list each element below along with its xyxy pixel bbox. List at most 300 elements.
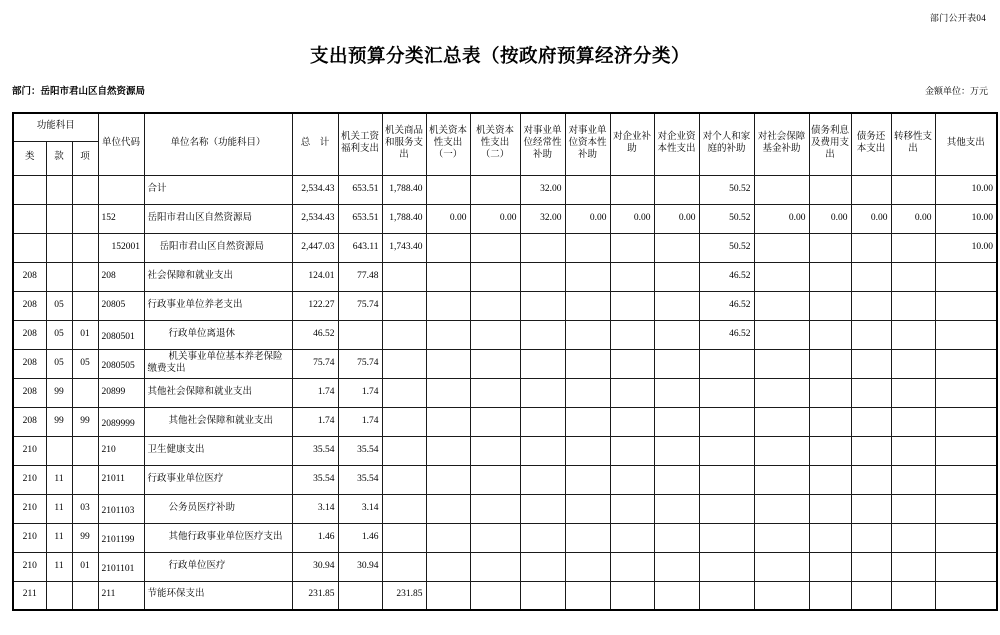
cell-value-14 <box>935 523 997 552</box>
cell-value-9 <box>699 407 754 436</box>
cell-value-5 <box>520 262 565 291</box>
cell-func-xiang <box>72 378 98 407</box>
cell-func-lei: 211 <box>13 581 46 610</box>
cell-value-10 <box>754 494 809 523</box>
cell-value-6 <box>565 291 610 320</box>
cell-value-10: 0.00 <box>754 204 809 233</box>
cell-value-8 <box>654 436 699 465</box>
cell-value-8 <box>654 581 699 610</box>
cell-value-8 <box>654 378 699 407</box>
cell-unit-name: 其他社会保障和就业支出 <box>144 407 292 436</box>
cell-value-12 <box>851 378 891 407</box>
cell-value-13 <box>891 523 935 552</box>
cell-value-11 <box>809 407 851 436</box>
cell-value-3 <box>426 581 470 610</box>
cell-value-2 <box>382 436 426 465</box>
header-func-group: 功能科目 <box>13 113 98 141</box>
cell-value-6 <box>565 175 610 204</box>
cell-value-0: 124.01 <box>292 262 338 291</box>
cell-value-1: 1.74 <box>338 378 382 407</box>
cell-value-6 <box>565 262 610 291</box>
cell-value-4 <box>470 552 520 581</box>
cell-value-5 <box>520 407 565 436</box>
cell-value-14 <box>935 494 997 523</box>
table-row <box>13 494 997 523</box>
cell-func-kuan: 11 <box>46 465 72 494</box>
cell-value-7 <box>610 552 654 581</box>
cell-func-kuan: 05 <box>46 291 72 320</box>
cell-value-12 <box>851 320 891 349</box>
cell-value-14 <box>935 436 997 465</box>
cell-func-xiang <box>72 175 98 204</box>
cell-value-6 <box>565 378 610 407</box>
cell-func-lei: 208 <box>13 378 46 407</box>
cell-value-7 <box>610 291 654 320</box>
cell-value-6: 0.00 <box>565 204 610 233</box>
cell-value-1: 75.74 <box>338 291 382 320</box>
header-value-col-8: 对企业资本性支出 <box>654 113 699 175</box>
cell-value-0: 75.74 <box>292 349 338 378</box>
cell-value-9: 50.52 <box>699 204 754 233</box>
table-row <box>13 204 997 233</box>
cell-value-2 <box>382 378 426 407</box>
cell-value-2 <box>382 320 426 349</box>
cell-value-7 <box>610 465 654 494</box>
cell-value-8 <box>654 349 699 378</box>
cell-value-2: 1,788.40 <box>382 175 426 204</box>
table-row <box>13 465 997 494</box>
header-value-col-7: 对企业补助 <box>610 113 654 175</box>
cell-value-10 <box>754 262 809 291</box>
cell-value-14 <box>935 349 997 378</box>
cell-func-xiang <box>72 204 98 233</box>
cell-value-1: 35.54 <box>338 436 382 465</box>
cell-value-12 <box>851 407 891 436</box>
cell-value-10 <box>754 175 809 204</box>
cell-value-7 <box>610 378 654 407</box>
cell-func-lei: 210 <box>13 436 46 465</box>
cell-value-14 <box>935 465 997 494</box>
cell-unit-name: 卫生健康支出 <box>144 436 292 465</box>
cell-value-14 <box>935 552 997 581</box>
cell-value-3 <box>426 378 470 407</box>
cell-value-13 <box>891 233 935 262</box>
header-value-col-11: 债务利息及费用支出 <box>809 113 851 175</box>
cell-value-6 <box>565 407 610 436</box>
cell-value-0: 30.94 <box>292 552 338 581</box>
cell-func-kuan <box>46 175 72 204</box>
cell-value-9 <box>699 465 754 494</box>
cell-value-5 <box>520 523 565 552</box>
cell-value-6 <box>565 494 610 523</box>
cell-value-0: 231.85 <box>292 581 338 610</box>
cell-func-xiang <box>72 436 98 465</box>
cell-func-lei: 208 <box>13 407 46 436</box>
cell-unit-code: 20805 <box>98 291 144 320</box>
cell-value-11 <box>809 320 851 349</box>
header-value-col-14: 其他支出 <box>935 113 997 175</box>
cell-value-2 <box>382 523 426 552</box>
cell-unit-code: 152 <box>98 204 144 233</box>
cell-unit-name: 节能环保支出 <box>144 581 292 610</box>
cell-value-2 <box>382 291 426 320</box>
cell-value-7 <box>610 436 654 465</box>
header-func-sub-1: 款 <box>46 141 72 175</box>
cell-value-9: 46.52 <box>699 320 754 349</box>
cell-value-7 <box>610 233 654 262</box>
header-value-col-4: 机关资本性支出（二） <box>470 113 520 175</box>
cell-value-7: 0.00 <box>610 204 654 233</box>
cell-value-9: 50.52 <box>699 175 754 204</box>
cell-value-10 <box>754 291 809 320</box>
cell-value-8 <box>654 523 699 552</box>
cell-value-6 <box>565 436 610 465</box>
cell-value-7 <box>610 581 654 610</box>
cell-unit-code: 2101199 <box>98 523 144 552</box>
cell-value-4 <box>470 175 520 204</box>
cell-value-0: 1.74 <box>292 407 338 436</box>
cell-value-14 <box>935 581 997 610</box>
cell-unit-name: 社会保障和就业支出 <box>144 262 292 291</box>
cell-value-3 <box>426 320 470 349</box>
cell-func-kuan: 99 <box>46 378 72 407</box>
cell-value-11: 0.00 <box>809 204 851 233</box>
cell-value-4 <box>470 349 520 378</box>
cell-value-12 <box>851 349 891 378</box>
cell-value-8 <box>654 233 699 262</box>
table-row <box>13 291 997 320</box>
cell-value-13 <box>891 407 935 436</box>
header-value-col-0: 总 计 <box>292 113 338 175</box>
cell-func-kuan: 11 <box>46 494 72 523</box>
cell-value-1: 30.94 <box>338 552 382 581</box>
cell-value-10 <box>754 407 809 436</box>
cell-value-5 <box>520 233 565 262</box>
cell-value-3 <box>426 436 470 465</box>
cell-value-14 <box>935 378 997 407</box>
cell-value-13 <box>891 378 935 407</box>
cell-value-3 <box>426 175 470 204</box>
cell-value-9 <box>699 552 754 581</box>
cell-value-12 <box>851 494 891 523</box>
cell-value-2 <box>382 465 426 494</box>
cell-func-kuan: 99 <box>46 407 72 436</box>
header-unit-name: 单位名称（功能科目） <box>144 113 292 175</box>
cell-value-11 <box>809 494 851 523</box>
cell-value-12: 0.00 <box>851 204 891 233</box>
cell-value-1: 1.46 <box>338 523 382 552</box>
cell-value-5 <box>520 494 565 523</box>
cell-value-1: 1.74 <box>338 407 382 436</box>
cell-value-4 <box>470 378 520 407</box>
cell-value-3 <box>426 262 470 291</box>
cell-func-xiang <box>72 581 98 610</box>
cell-value-9: 46.52 <box>699 291 754 320</box>
cell-value-11 <box>809 175 851 204</box>
cell-value-10 <box>754 465 809 494</box>
header-value-col-10: 对社会保障基金补助 <box>754 113 809 175</box>
header-row-1 <box>13 113 997 141</box>
cell-value-4 <box>470 581 520 610</box>
cell-value-11 <box>809 378 851 407</box>
cell-value-13 <box>891 262 935 291</box>
cell-unit-name: 其他社会保障和就业支出 <box>144 378 292 407</box>
cell-func-kuan <box>46 436 72 465</box>
cell-value-13 <box>891 581 935 610</box>
cell-unit-name: 合计 <box>144 175 292 204</box>
cell-value-10 <box>754 552 809 581</box>
header-value-col-9: 对个人和家庭的补助 <box>699 113 754 175</box>
cell-value-6 <box>565 349 610 378</box>
cell-unit-code <box>98 175 144 204</box>
cell-unit-name: 行政单位医疗 <box>144 552 292 581</box>
cell-value-5 <box>520 291 565 320</box>
header-unit-code: 单位代码 <box>98 113 144 175</box>
cell-value-14 <box>935 320 997 349</box>
cell-value-0: 122.27 <box>292 291 338 320</box>
cell-func-kuan <box>46 262 72 291</box>
cell-value-10 <box>754 378 809 407</box>
table-row <box>13 523 997 552</box>
cell-value-0: 35.54 <box>292 436 338 465</box>
cell-value-5 <box>520 465 565 494</box>
cell-value-5 <box>520 552 565 581</box>
cell-func-xiang <box>72 262 98 291</box>
cell-unit-name: 行政单位离退休 <box>144 320 292 349</box>
cell-value-13 <box>891 320 935 349</box>
cell-value-10 <box>754 320 809 349</box>
cell-func-lei: 210 <box>13 465 46 494</box>
cell-value-3 <box>426 291 470 320</box>
cell-value-11 <box>809 262 851 291</box>
table-row <box>13 349 997 378</box>
cell-value-13: 0.00 <box>891 204 935 233</box>
cell-value-12 <box>851 436 891 465</box>
cell-value-0: 46.52 <box>292 320 338 349</box>
cell-value-13 <box>891 291 935 320</box>
cell-unit-name: 其他行政事业单位医疗支出 <box>144 523 292 552</box>
cell-value-7 <box>610 262 654 291</box>
cell-value-6 <box>565 320 610 349</box>
header-value-col-12: 债务还本支出 <box>851 113 891 175</box>
cell-value-12 <box>851 262 891 291</box>
cell-value-10 <box>754 581 809 610</box>
cell-value-3 <box>426 349 470 378</box>
cell-unit-code: 2089999 <box>98 407 144 436</box>
cell-value-1 <box>338 581 382 610</box>
cell-func-xiang: 99 <box>72 407 98 436</box>
cell-func-lei: 208 <box>13 320 46 349</box>
cell-func-lei: 208 <box>13 291 46 320</box>
cell-value-0: 2,534.43 <box>292 204 338 233</box>
cell-value-5 <box>520 349 565 378</box>
cell-value-5: 32.00 <box>520 175 565 204</box>
table-row <box>13 436 997 465</box>
cell-func-lei: 208 <box>13 349 46 378</box>
cell-value-4 <box>470 291 520 320</box>
cell-value-13 <box>891 436 935 465</box>
cell-unit-code: 2080505 <box>98 349 144 378</box>
cell-value-6 <box>565 581 610 610</box>
cell-value-11 <box>809 581 851 610</box>
budget-table <box>12 112 998 611</box>
cell-value-14: 10.00 <box>935 175 997 204</box>
cell-func-xiang: 01 <box>72 552 98 581</box>
cell-func-lei: 210 <box>13 494 46 523</box>
cell-value-9 <box>699 349 754 378</box>
cell-unit-code: 210 <box>98 436 144 465</box>
cell-value-3 <box>426 494 470 523</box>
cell-value-13 <box>891 465 935 494</box>
cell-value-9: 46.52 <box>699 262 754 291</box>
cell-func-kuan <box>46 581 72 610</box>
cell-value-11 <box>809 436 851 465</box>
cell-value-1 <box>338 320 382 349</box>
cell-value-10 <box>754 349 809 378</box>
cell-value-4 <box>470 320 520 349</box>
cell-value-8 <box>654 291 699 320</box>
cell-value-7 <box>610 320 654 349</box>
cell-value-4 <box>470 494 520 523</box>
cell-value-5 <box>520 581 565 610</box>
cell-unit-name: 岳阳市君山区自然资源局 <box>144 233 292 262</box>
cell-value-8 <box>654 552 699 581</box>
cell-func-xiang <box>72 233 98 262</box>
cell-func-xiang: 03 <box>72 494 98 523</box>
cell-value-12 <box>851 552 891 581</box>
cell-unit-name: 公务员医疗补助 <box>144 494 292 523</box>
cell-value-4: 0.00 <box>470 204 520 233</box>
cell-value-9 <box>699 378 754 407</box>
cell-value-3: 0.00 <box>426 204 470 233</box>
cell-value-0: 2,534.43 <box>292 175 338 204</box>
cell-value-6 <box>565 465 610 494</box>
cell-value-8 <box>654 262 699 291</box>
doc-number-label: 部门公开表04 <box>929 13 986 23</box>
table-head <box>13 113 997 175</box>
amount-unit-label: 金额单位：万元 <box>924 86 988 96</box>
cell-func-xiang: 99 <box>72 523 98 552</box>
cell-value-2 <box>382 349 426 378</box>
cell-value-4 <box>470 262 520 291</box>
cell-value-2 <box>382 494 426 523</box>
cell-func-xiang: 05 <box>72 349 98 378</box>
cell-value-10 <box>754 436 809 465</box>
cell-value-2: 1,743.40 <box>382 233 426 262</box>
cell-value-4 <box>470 465 520 494</box>
cell-func-lei <box>13 233 46 262</box>
cell-value-7 <box>610 349 654 378</box>
cell-value-1: 643.11 <box>338 233 382 262</box>
cell-value-9 <box>699 494 754 523</box>
cell-unit-code: 2101103 <box>98 494 144 523</box>
cell-func-kuan <box>46 204 72 233</box>
cell-value-14: 10.00 <box>935 233 997 262</box>
cell-value-1: 653.51 <box>338 204 382 233</box>
cell-value-11 <box>809 465 851 494</box>
cell-value-9 <box>699 523 754 552</box>
cell-value-0: 2,447.03 <box>292 233 338 262</box>
cell-value-7 <box>610 494 654 523</box>
cell-unit-code: 152001 <box>98 233 144 262</box>
cell-value-3 <box>426 523 470 552</box>
cell-func-lei: 208 <box>13 262 46 291</box>
cell-unit-name: 机关事业单位基本养老保险缴费支出 <box>144 349 292 378</box>
cell-func-kuan: 05 <box>46 320 72 349</box>
cell-value-11 <box>809 291 851 320</box>
cell-value-14: 10.00 <box>935 204 997 233</box>
cell-value-10 <box>754 523 809 552</box>
header-value-col-13: 转移性支出 <box>891 113 935 175</box>
cell-func-kuan <box>46 233 72 262</box>
cell-value-0: 35.54 <box>292 465 338 494</box>
header-func-sub-2: 项 <box>72 141 98 175</box>
cell-value-3 <box>426 407 470 436</box>
cell-value-12 <box>851 175 891 204</box>
header-value-col-1: 机关工资福利支出 <box>338 113 382 175</box>
cell-value-5: 32.00 <box>520 204 565 233</box>
cell-value-14 <box>935 291 997 320</box>
cell-value-5 <box>520 436 565 465</box>
cell-value-8 <box>654 494 699 523</box>
cell-value-4 <box>470 523 520 552</box>
cell-value-13 <box>891 175 935 204</box>
cell-value-14 <box>935 262 997 291</box>
cell-value-0: 3.14 <box>292 494 338 523</box>
header-value-col-2: 机关商品和服务支出 <box>382 113 426 175</box>
cell-func-kuan: 11 <box>46 523 72 552</box>
table-row <box>13 233 997 262</box>
cell-value-8 <box>654 320 699 349</box>
cell-unit-code: 20899 <box>98 378 144 407</box>
cell-func-lei <box>13 175 46 204</box>
page-title: 支出预算分类汇总表（按政府预算经济分类） <box>309 47 690 67</box>
cell-value-12 <box>851 465 891 494</box>
cell-value-7 <box>610 523 654 552</box>
cell-value-12 <box>851 291 891 320</box>
cell-value-11 <box>809 552 851 581</box>
cell-value-7 <box>610 175 654 204</box>
header-value-col-6: 对事业单位资本性补助 <box>565 113 610 175</box>
cell-value-8 <box>654 175 699 204</box>
cell-value-13 <box>891 552 935 581</box>
cell-value-1: 75.74 <box>338 349 382 378</box>
cell-value-5 <box>520 320 565 349</box>
cell-unit-name: 岳阳市君山区自然资源局 <box>144 204 292 233</box>
cell-value-11 <box>809 349 851 378</box>
cell-func-xiang: 01 <box>72 320 98 349</box>
cell-value-6 <box>565 552 610 581</box>
cell-value-6 <box>565 233 610 262</box>
cell-value-3 <box>426 465 470 494</box>
cell-value-8 <box>654 407 699 436</box>
cell-value-12 <box>851 233 891 262</box>
table-row <box>13 175 997 204</box>
cell-value-10 <box>754 233 809 262</box>
table-row <box>13 320 997 349</box>
table-body <box>13 175 997 610</box>
cell-value-2 <box>382 262 426 291</box>
cell-value-14 <box>935 407 997 436</box>
cell-value-1: 653.51 <box>338 175 382 204</box>
department-label: 部门：岳阳市君山区自然资源局 <box>12 87 146 97</box>
cell-value-5 <box>520 378 565 407</box>
cell-unit-code: 2080501 <box>98 320 144 349</box>
table-row <box>13 378 997 407</box>
cell-value-11 <box>809 233 851 262</box>
cell-value-0: 1.46 <box>292 523 338 552</box>
cell-func-kuan: 05 <box>46 349 72 378</box>
